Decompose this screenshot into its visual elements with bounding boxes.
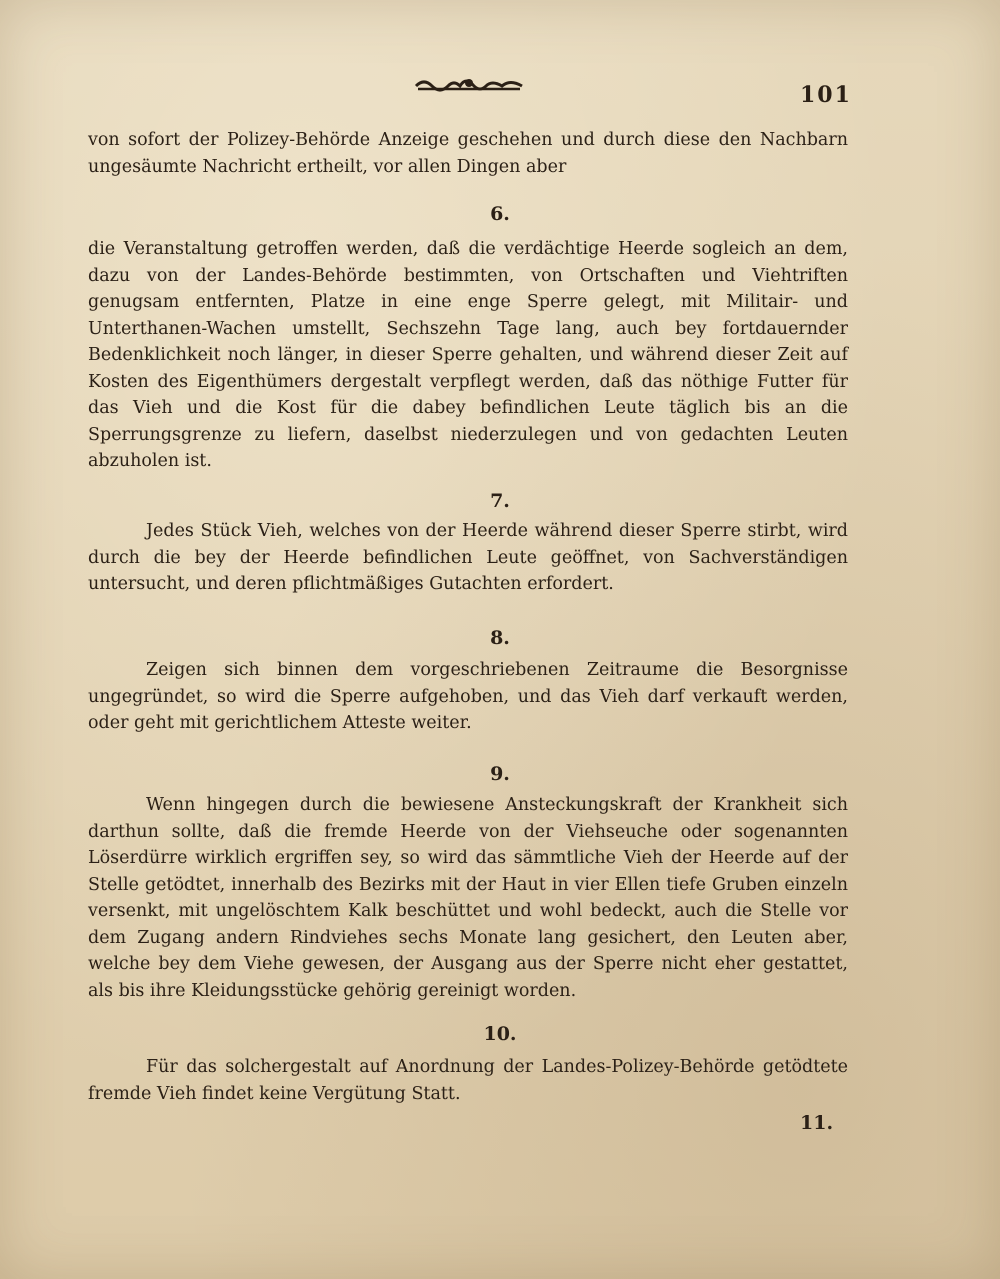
section-number-7: 7. xyxy=(490,490,510,512)
section-6-paragraph xyxy=(88,236,848,475)
section-6-text: die Veranstaltung getroffen werden, daß die verdächtige Heerde sogleich an dem, dazu von der Landes-Behörde bestimmten, von Ortschaften und Viehtriften genugsam entfernten, Platze in eine enge Sperre gelegt, mit Militair- und Unterthanen-Wachen umstellt, Sechszehn Tage lang, auch bey fortdauernder Bedenklichkeit noch länger, in dieser Sperre gehalten, und während dieser Zeit auf Kosten des Eigenthümers dergestalt verpflegt werden, daß das nöthige Futter für das Vieh und die Kost für die dabey befindlichen Leute täglich bis an die Sperrungsgrenze zu liefern, daselbst niederzulegen und von gedachten Leuten abzuholen ist. xyxy=(88,239,848,471)
catchword: 11. xyxy=(800,1112,834,1134)
intro-text: von sofort der Polizey-Behörde Anzeige geschehen und durch diese den Nachbarn ungesäumte Nachricht ertheilt, vor allen Dingen aber xyxy=(88,130,848,177)
section-8-paragraph xyxy=(88,657,848,737)
section-number-8: 8. xyxy=(490,627,510,649)
section-number-9: 9. xyxy=(490,763,510,785)
section-9-text: Wenn hingegen durch die bewiesene Ansteckungskraft der Krankheit sich darthun sollte, daß die fremde Heerde von der Viehseuche oder sogenannten Löserdürre wirklich ergriffen sey, so wird das sämmtliche Vieh der Heerde auf der Stelle getödtet, innerhalb des Bezirks mit der Haut in vier Ellen tiefe Gruben einzeln versenkt, mit ungelöschtem Kalk beschüttet und wohl bedeckt, auch die Stelle vor dem Zugang andern Rindviehes sechs Monate lang gesichert, den Leuten aber, welche bey dem Viehe gewesen, der Ausgang aus der Sperre nicht eher gestattet, als bis ihre Kleidungsstücke gehörig gereinigt worden. xyxy=(88,795,848,1001)
section-number-10: 10. xyxy=(483,1023,517,1045)
section-7-text: Jedes Stück Vieh, welches von der Heerde während dieser Sperre stirbt, wird durch die bey der Heerde befindlichen Leute geöffnet, von Sachverständigen untersucht, und deren pflichtmäßiges Gutachten erfordert. xyxy=(88,521,848,594)
section-10-paragraph xyxy=(88,1054,848,1107)
header-ornament xyxy=(414,74,524,94)
section-8-text: Zeigen sich binnen dem vorgeschriebenen Zeitraume die Besorgnisse ungegründet, so wird die Sperre aufgehoben, und das Vieh darf verkauft werden, oder geht mit gerichtlichem Atteste weiter. xyxy=(88,660,848,733)
section-number-6: 6. xyxy=(490,203,510,225)
page-number: 101 xyxy=(800,82,852,108)
section-9-paragraph xyxy=(88,792,848,1004)
section-7-paragraph xyxy=(88,518,848,598)
intro-paragraph xyxy=(88,127,848,180)
section-10-text: Für das solchergestalt auf Anordnung der Landes-Polizey-Behörde getödtete fremde Vieh findet keine Vergütung Statt. xyxy=(88,1057,848,1104)
